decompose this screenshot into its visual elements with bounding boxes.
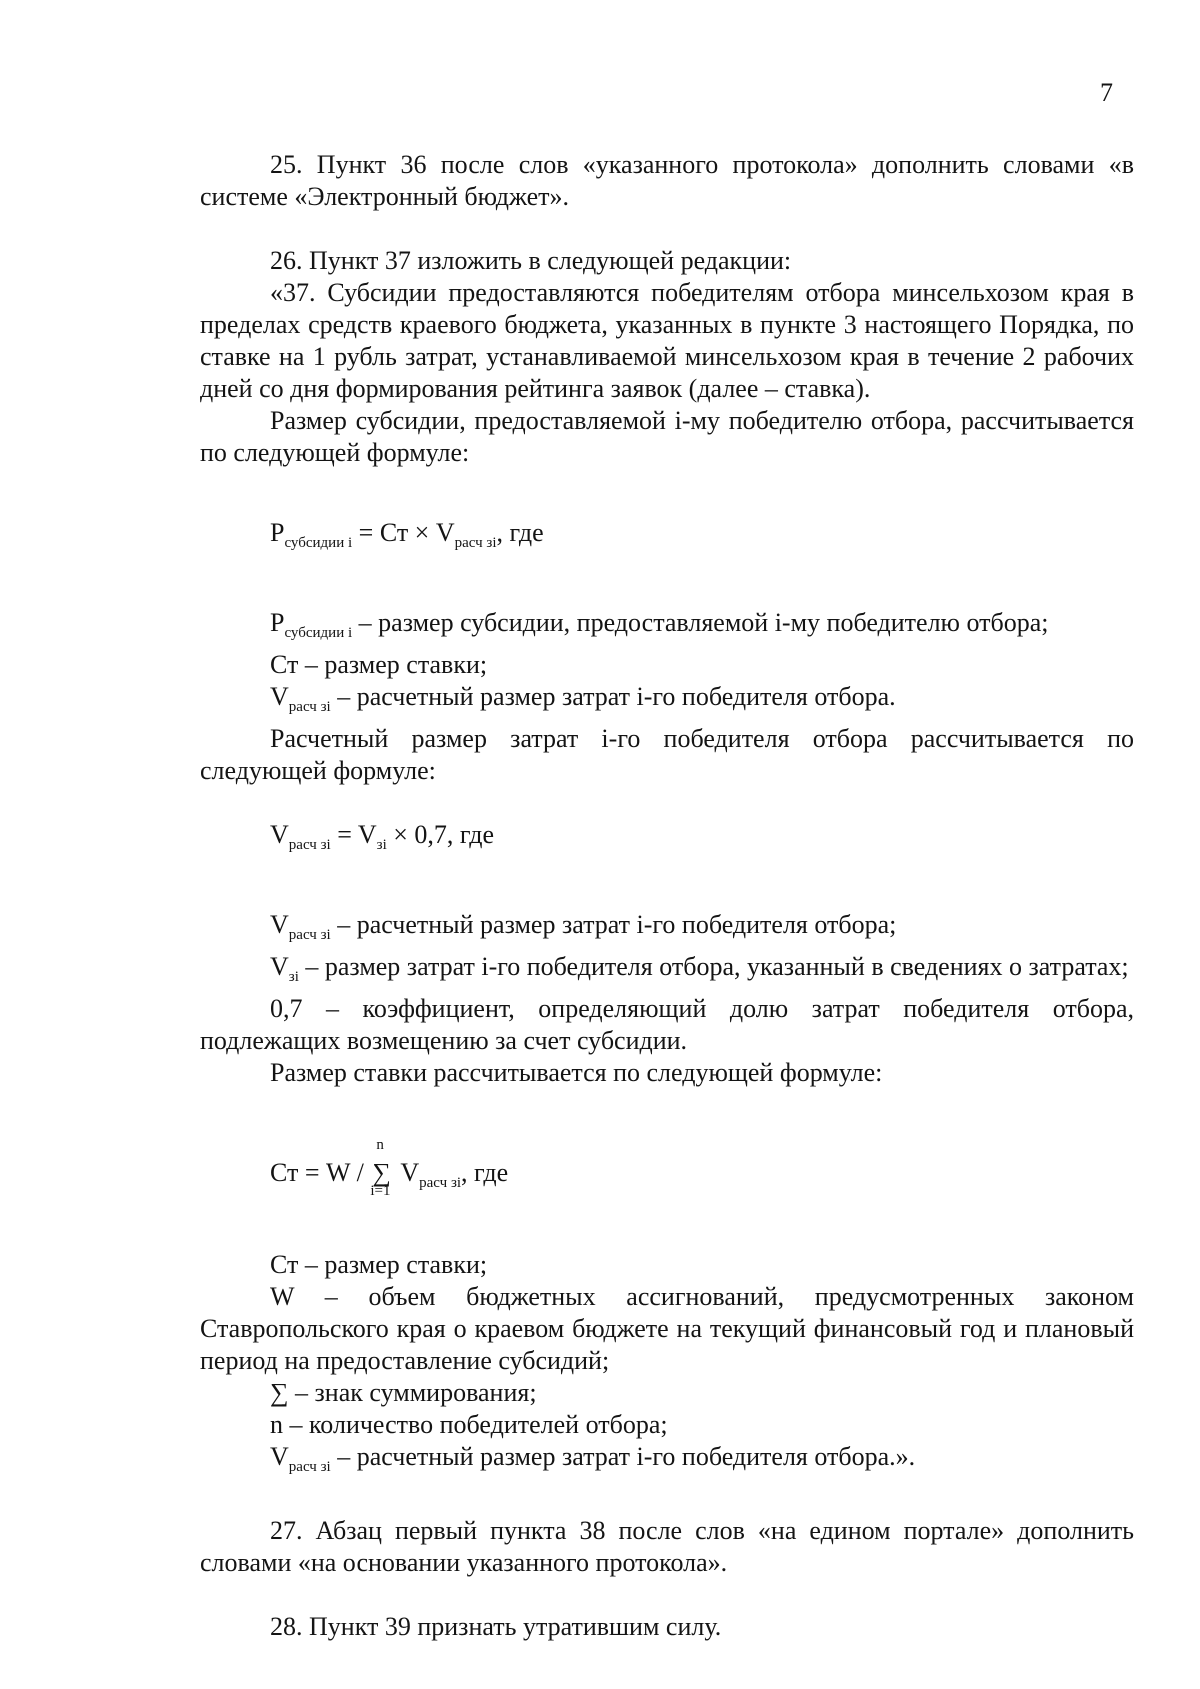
definition-coefficient: 0,7 – коэффициент, определяющий долю затрат победителя отбора, подлежащих возмещению за счет субсидии. <box>200 994 1134 1055</box>
definition: $V_{расч зi}$ – расчетный размер затрат i-го победителя отбора; <box>270 910 897 943</box>
definition: ∑ – знак суммирования; <box>270 1378 537 1407</box>
item-26-size-intro: Размер субсидии, предоставляемой i-му победителю отбора, рассчитывается по следующей формуле: <box>200 406 1134 467</box>
formula-rate: Ст = W / n ∑ i=1 $V_{расч зi}$, где <box>270 1137 509 1199</box>
formula-text: , где <box>496 518 544 547</box>
formula-subsidy <box>200 517 1134 559</box>
formula-calc-cost: $V_{расч зi} = V_{зi} \times 0,7$, где <box>270 820 495 853</box>
definition: n – количество победителей отбора; <box>270 1410 668 1439</box>
item-25: 25. Пункт 36 после слов «указанного протокола» дополнить словами «в системе «Электронный бюджет». <box>200 150 1134 211</box>
item-27: 27. Абзац первый пункта 38 после слов «на едином портале» дополнить словами «на основании указанного протокола». <box>200 1516 1134 1577</box>
definitions-2 <box>200 909 1134 1089</box>
item-26-rate-intro: Размер ставки рассчитывается по следующей формуле: <box>270 1058 883 1087</box>
definition: $V_{зi}$ – размер затрат i-го победителя отбора, указанный в сведениях о затратах; <box>270 952 1129 985</box>
item-28: 28. Пункт 39 признать утратившим силу. <box>270 1612 722 1641</box>
definition: $Р_{субсидии i}$ – размер субсидии, предоставляемой i-му победителю отбора; <box>270 608 1049 641</box>
formula-symbol: Р <box>270 518 285 547</box>
definitions-1 <box>200 607 1134 787</box>
sum-operator: n ∑ i=1 <box>370 1137 391 1199</box>
definition: W – объем бюджетных ассигнований, предусмотренных законом Ставропольского края о краевом бюджете на текущий финансовый год и плановый период на предоставление субсидий; <box>200 1282 1134 1375</box>
definition: Ст – размер ставки; <box>270 650 488 679</box>
page-number: 7 <box>1100 78 1113 107</box>
definition: $V_{расч зi}$ – расчетный размер затрат i-го победителя отбора.». <box>270 1442 916 1475</box>
definition: Ст – размер ставки; <box>270 1250 488 1279</box>
document-body <box>200 149 1134 1643</box>
item-26-text: «37. Субсидии предоставляются победителям отбора минсельхозом края в пределах средств краевого бюджета, указанных в пункте 3 настоящего Порядка, по ставке на 1 рубль затрат, устанавливаемой минсельхозом края в течение 2 рабочих дней со дня формирования рейтинга заявок (далее – ставка). <box>200 278 1134 403</box>
item-26-title: 26. Пункт 37 изложить в следующей редакции: <box>270 246 792 275</box>
formula-subscript: расч зi <box>454 535 497 551</box>
definitions-3 <box>200 1249 1134 1483</box>
item-26-calc-intro: Расчетный размер затрат i-го победителя отбора рассчитывается по следующей формуле: <box>200 724 1134 785</box>
formula-subscript: субсидии i <box>284 535 353 551</box>
formula-text: = Ст × V <box>352 518 455 547</box>
definition: $V_{расч зi}$ – расчетный размер затрат i-го победителя отбора. <box>270 682 896 715</box>
